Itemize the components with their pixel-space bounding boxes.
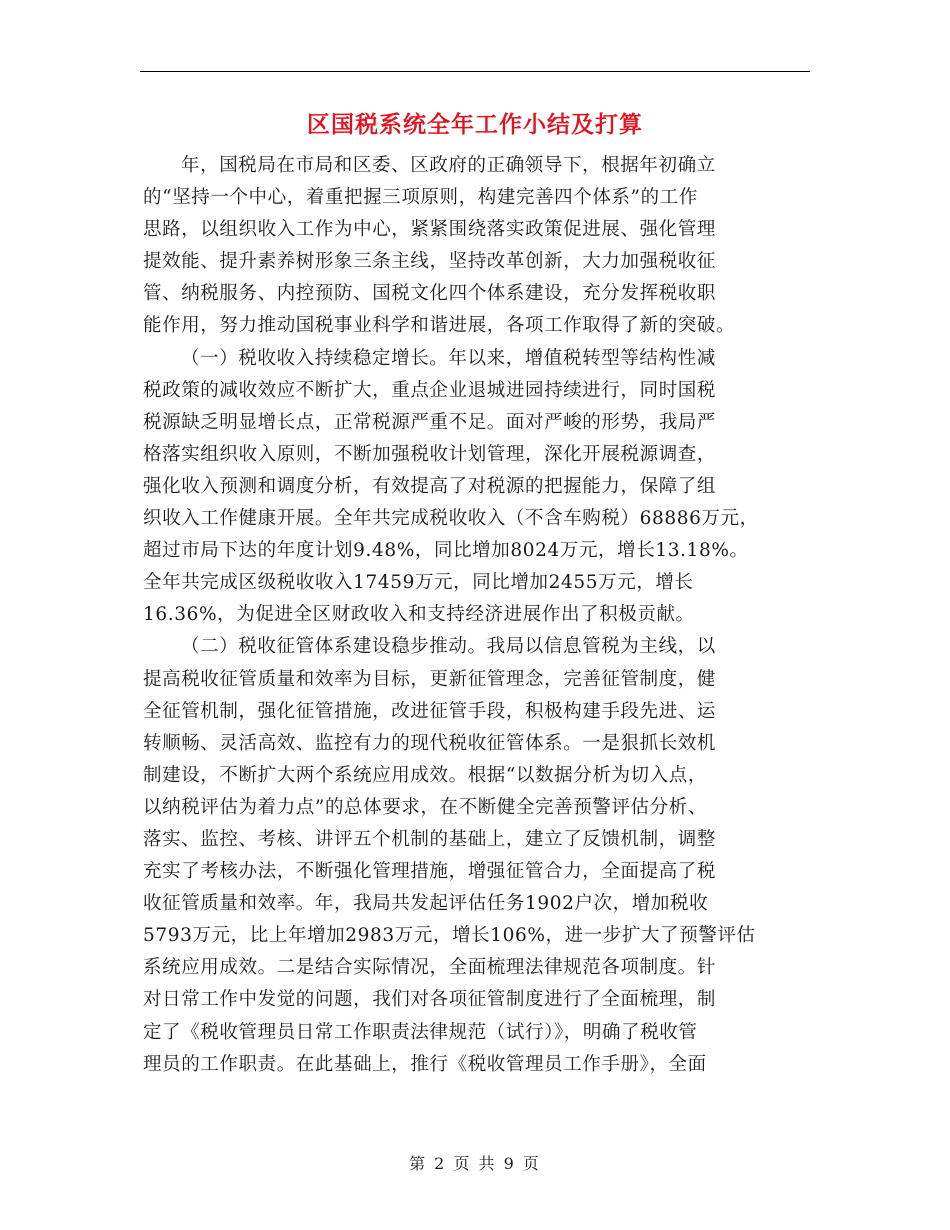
text-line: （一）税收收入持续稳定增长。年以来，增值税转型等结构性减 xyxy=(181,347,716,369)
text-line: 对日常工作中发觉的问题，我们对各项征管制度进行了全面梳理，制 xyxy=(143,989,717,1011)
text-line: 能作用，努力推动国税事业科学和谐进展，各项工作取得了新的突破。 xyxy=(143,315,736,337)
text-line: 思路，以组织收入工作为中心，紧紧围绕落实政策促进展、强化管理 xyxy=(143,219,717,241)
text-line: 年，国税局在市局和区委、区政府的正确领导下，根据年初确立 xyxy=(181,155,716,176)
text-line: 5793万元，比上年增加2983万元，增长106%，进一步扩大了预警评估 xyxy=(143,925,756,947)
text-line: 提高税收征管质量和效率为目标，更新征管理念，完善征管制度，健 xyxy=(143,668,717,690)
page-number: 第 2 页 共 9 页 xyxy=(409,1154,541,1173)
text-line: 定了《税收管理员日常工作职责法律规范（试行）》，明确了税收管 xyxy=(143,1021,698,1043)
text-line: 织收入工作健康开展。全年共完成税收收入（不含车购税）68886万元， xyxy=(143,508,759,530)
text-line: 制建设，不断扩大两个系统应用成效。根据“以数据分析为切入点， xyxy=(143,764,707,786)
text-line: 管、纳税服务、内控预防、国税文化四个体系建设，充分发挥税收职 xyxy=(143,283,717,305)
text-line: 转顺畅、灵活高效、监控有力的现代税收征管体系。一是狠抓长效机 xyxy=(143,732,717,754)
text-line: 充实了考核办法，不断强化管理措施，增强征管合力，全面提高了税 xyxy=(143,861,717,883)
text-line: 以纳税评估为着力点”的总体要求，在不断健全完善预警评估分析、 xyxy=(143,796,707,818)
text-line: 超过市局下达的年度计划9.48%，同比增加8024万元，增长13.18%。 xyxy=(143,540,749,562)
text-line: 提效能、提升素养树形象三条主线，坚持改革创新，大力加强税收征 xyxy=(143,251,717,273)
text-line: 16.36%，为促进全区财政收入和支持经济进展作出了积极贡献。 xyxy=(143,604,695,626)
text-line: 的“坚持一个中心，着重把握三项原则，构建完善四个体系”的工作 xyxy=(143,187,698,209)
text-line: 全征管机制，强化征管措施，改进征管手段，积极构建手段先进、运 xyxy=(143,700,717,722)
text-line: 理员的工作职责。在此基础上，推行《税收管理员工作手册》，全面 xyxy=(143,1053,707,1075)
text-line: 收征管质量和效率。年，我局共发起评估任务1902户次，增加税收 xyxy=(143,893,709,915)
text-line: （二）税收征管体系建设稳步推动。我局以信息管税为主线，以 xyxy=(181,636,716,658)
text-line: 系统应用成效。二是结合实际情况，全面梳理法律规范各项制度。针 xyxy=(143,957,717,979)
text-line: 落实、监控、考核、讲评五个机制的基础上，建立了反馈机制，调整 xyxy=(143,828,717,850)
text-line: 强化收入预测和调度分析，有效提高了对税源的把握能力，保障了组 xyxy=(143,475,717,497)
document-title: 区国税系统全年工作小结及打算 xyxy=(307,111,643,138)
document-body xyxy=(143,150,815,1081)
text-line: 全年共完成区级税收收入17459万元，同比增加2455万元，增长 xyxy=(143,572,694,594)
text-line: 格落实组织收入原则，不断加强税收计划管理，深化开展税源调查， xyxy=(143,443,717,465)
header-rule xyxy=(140,71,810,72)
text-line: 税源缺乏明显增长点，正常税源严重不足。面对严峻的形势，我局严 xyxy=(143,411,717,433)
text-line: 税政策的减收效应不断扩大，重点企业退城进园持续进行，同时国税 xyxy=(143,379,717,401)
